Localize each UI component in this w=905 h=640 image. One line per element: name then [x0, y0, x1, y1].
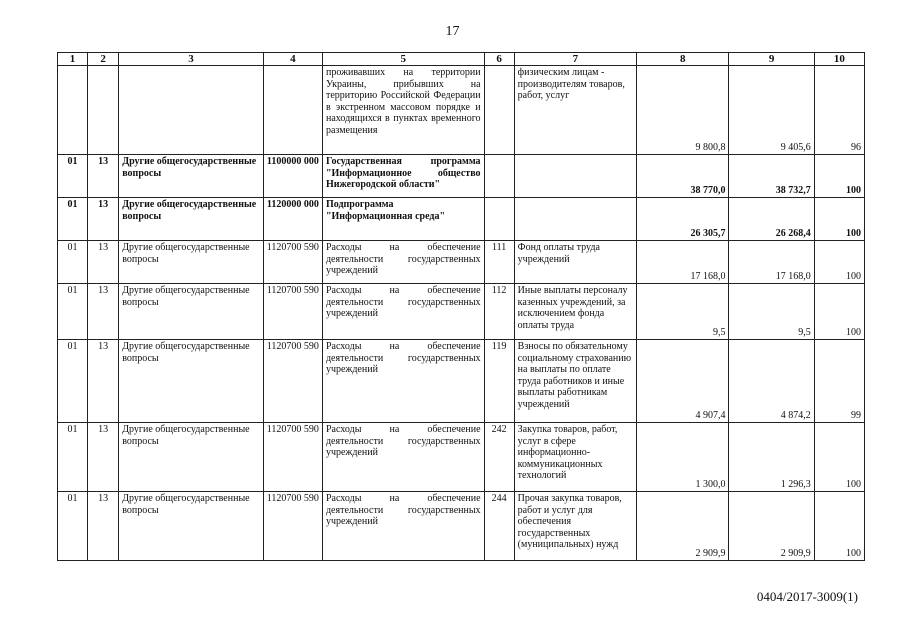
expense-type-name-cell: Взносы по обязательному социальному страхованию на выплаты по оплате труда работников и иные выплаты работникам учреждений: [514, 340, 636, 423]
table-row: [58, 423, 865, 492]
expense-type-name-cell: Фонд оплаты труда учреждений: [514, 241, 636, 284]
subsection-code-cell: [88, 66, 119, 155]
section-code-cell: 01: [58, 198, 88, 241]
target-article-code-cell: 1120700 590: [263, 284, 322, 340]
table-row: [58, 66, 865, 155]
execution-percent-cell: 96: [814, 66, 864, 155]
executed-amount-cell: 4 874,2: [729, 340, 814, 423]
col-header: 7: [514, 53, 636, 66]
executed-amount-cell: 2 909,9: [729, 492, 814, 561]
execution-percent-cell: 100: [814, 284, 864, 340]
expense-type-name-cell: Прочая закупка товаров, работ и услуг для обеспечения государственных (муниципальных) нужд: [514, 492, 636, 561]
expense-type-name-cell: [514, 198, 636, 241]
planned-amount-cell: 17 168,0: [637, 241, 729, 284]
section-name-cell: Другие общегосударственные вопросы: [119, 284, 264, 340]
expense-type-code-cell: 111: [484, 241, 514, 284]
planned-amount-cell: 4 907,4: [637, 340, 729, 423]
expense-type-code-cell: 119: [484, 340, 514, 423]
execution-percent-cell: 100: [814, 492, 864, 561]
table-row: [58, 340, 865, 423]
section-code-cell: 01: [58, 241, 88, 284]
col-header: 4: [263, 53, 322, 66]
col-header: 3: [119, 53, 264, 66]
section-code-cell: 01: [58, 284, 88, 340]
planned-amount-cell: 38 770,0: [637, 155, 729, 198]
target-article-code-cell: [263, 66, 322, 155]
expense-description-cell: проживавших на территории Украины, прибывших на территорию Российской Федерации в экстренном массовом порядке и находящихся в пунктах временного размещения: [322, 66, 484, 155]
table-row: [58, 155, 865, 198]
expense-description-cell: Государственная программа "Информационное общество Нижегородской области": [322, 155, 484, 198]
planned-amount-cell: 9,5: [637, 284, 729, 340]
subsection-code-cell: 13: [88, 241, 119, 284]
col-header: 6: [484, 53, 514, 66]
table-row: [58, 492, 865, 561]
col-header: 9: [729, 53, 814, 66]
col-header: 1: [58, 53, 88, 66]
subsection-code-cell: 13: [88, 198, 119, 241]
col-header: 2: [88, 53, 119, 66]
section-code-cell: [58, 66, 88, 155]
section-name-cell: Другие общегосударственные вопросы: [119, 340, 264, 423]
target-article-code-cell: 1120700 590: [263, 492, 322, 561]
budget-table: [57, 52, 865, 561]
col-header: 8: [637, 53, 729, 66]
planned-amount-cell: 26 305,7: [637, 198, 729, 241]
expense-description-cell: Расходы на обеспечение деятельности государственных учреждений: [322, 423, 484, 492]
page-number: 17: [445, 24, 460, 39]
expense-type-name-cell: физическим лицам - производителям товаров, работ, услуг: [514, 66, 636, 155]
executed-amount-cell: 9 405,6: [729, 66, 814, 155]
execution-percent-cell: 100: [814, 241, 864, 284]
subsection-code-cell: 13: [88, 492, 119, 561]
target-article-code-cell: 1120700 590: [263, 423, 322, 492]
target-article-code-cell: 1100000 000: [263, 155, 322, 198]
section-name-cell: Другие общегосударственные вопросы: [119, 423, 264, 492]
planned-amount-cell: 9 800,8: [637, 66, 729, 155]
planned-amount-cell: 2 909,9: [637, 492, 729, 561]
executed-amount-cell: 26 268,4: [729, 198, 814, 241]
execution-percent-cell: 100: [814, 423, 864, 492]
document-code: 0404/2017-3009(1): [756, 589, 858, 604]
section-name-cell: Другие общегосударственные вопросы: [119, 198, 264, 241]
expense-description-cell: Расходы на обеспечение деятельности государственных учреждений: [322, 340, 484, 423]
target-article-code-cell: 1120700 590: [263, 340, 322, 423]
subsection-code-cell: 13: [88, 155, 119, 198]
expense-type-code-cell: [484, 155, 514, 198]
expense-type-code-cell: [484, 198, 514, 241]
target-article-code-cell: 1120700 590: [263, 241, 322, 284]
section-name-cell: [119, 66, 264, 155]
expense-type-code-cell: 242: [484, 423, 514, 492]
execution-percent-cell: 99: [814, 340, 864, 423]
section-code-cell: 01: [58, 155, 88, 198]
planned-amount-cell: 1 300,0: [637, 423, 729, 492]
section-name-cell: Другие общегосударственные вопросы: [119, 241, 264, 284]
section-code-cell: 01: [58, 492, 88, 561]
expense-type-code-cell: [484, 66, 514, 155]
expense-type-code-cell: 112: [484, 284, 514, 340]
subsection-code-cell: 13: [88, 284, 119, 340]
section-code-cell: 01: [58, 423, 88, 492]
execution-percent-cell: 100: [814, 155, 864, 198]
expense-description-cell: Расходы на обеспечение деятельности государственных учреждений: [322, 284, 484, 340]
execution-percent-cell: 100: [814, 198, 864, 241]
expense-description-cell: Расходы на обеспечение деятельности государственных учреждений: [322, 241, 484, 284]
expense-type-name-cell: Иные выплаты персоналу казенных учреждений, за исключением фонда оплаты труда: [514, 284, 636, 340]
executed-amount-cell: 1 296,3: [729, 423, 814, 492]
expense-type-name-cell: Закупка товаров, работ, услуг в сфере информационно-коммуникационных технологий: [514, 423, 636, 492]
executed-amount-cell: 38 732,7: [729, 155, 814, 198]
expense-description-cell: Подпрограмма "Информационная среда": [322, 198, 484, 241]
table-row: [58, 241, 865, 284]
expense-type-code-cell: 244: [484, 492, 514, 561]
subsection-code-cell: 13: [88, 340, 119, 423]
section-code-cell: 01: [58, 340, 88, 423]
col-header: 5: [322, 53, 484, 66]
section-name-cell: Другие общегосударственные вопросы: [119, 492, 264, 561]
expense-type-name-cell: [514, 155, 636, 198]
col-header: 10: [814, 53, 864, 66]
subsection-code-cell: 13: [88, 423, 119, 492]
target-article-code-cell: 1120000 000: [263, 198, 322, 241]
executed-amount-cell: 9,5: [729, 284, 814, 340]
table-header-row: [58, 53, 865, 66]
executed-amount-cell: 17 168,0: [729, 241, 814, 284]
table-row: [58, 198, 865, 241]
section-name-cell: Другие общегосударственные вопросы: [119, 155, 264, 198]
table-row: [58, 284, 865, 340]
expense-description-cell: Расходы на обеспечение деятельности государственных учреждений: [322, 492, 484, 561]
